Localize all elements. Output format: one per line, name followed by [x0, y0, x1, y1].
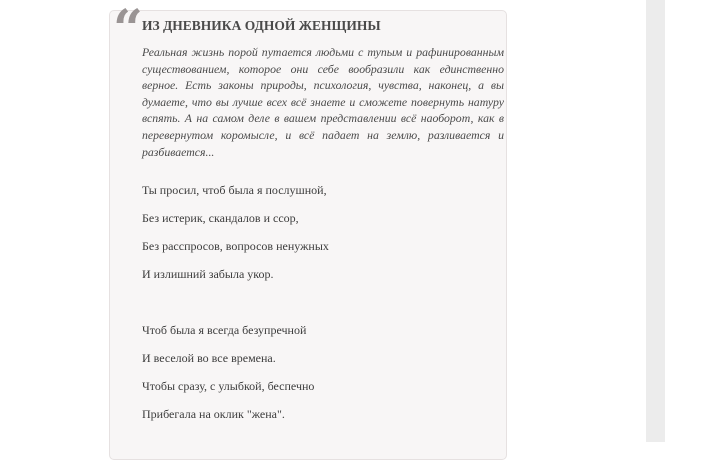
post-card [109, 0, 507, 460]
verse-line: Чтобы сразу, с улыбкой, беспечно [142, 379, 315, 393]
post-intro [142, 44, 504, 160]
verse-line: Чтоб была я всегда безупречной [142, 323, 307, 337]
verse-line: И излишний забыла укор. [142, 267, 274, 281]
quote-icon: “ [113, 0, 139, 60]
post-title: ИЗ ДНЕВНИКА ОДНОЙ ЖЕНЩИНЫ [142, 18, 381, 33]
verse-line: Без истерик, скандалов и ссор, [142, 211, 299, 225]
verse-line: Прибегала на оклик "жена". [142, 407, 285, 421]
intro-text: Реальная жизнь порой путается людьми с тупым и рафинированным существованием, которое они себе вообразили как единственно верное. Есть законы природы, психология, чувства, наконец, а вы думаете, что вы лучше всех всё знаете и сможете повернуть натуру вспять. А на самом деле в вашем представлении всё наоборот, как в перевернутом коромысле, и всё падает на землю, разливается и разбивается... [142, 45, 504, 159]
right-sidebar-gutter [646, 0, 665, 442]
verse-line: Без расспросов, вопросов ненужных [142, 239, 329, 253]
verse-line: И веселой во все времена. [142, 351, 276, 365]
verse-line: Ты просил, чтоб была я послушной, [142, 183, 327, 197]
